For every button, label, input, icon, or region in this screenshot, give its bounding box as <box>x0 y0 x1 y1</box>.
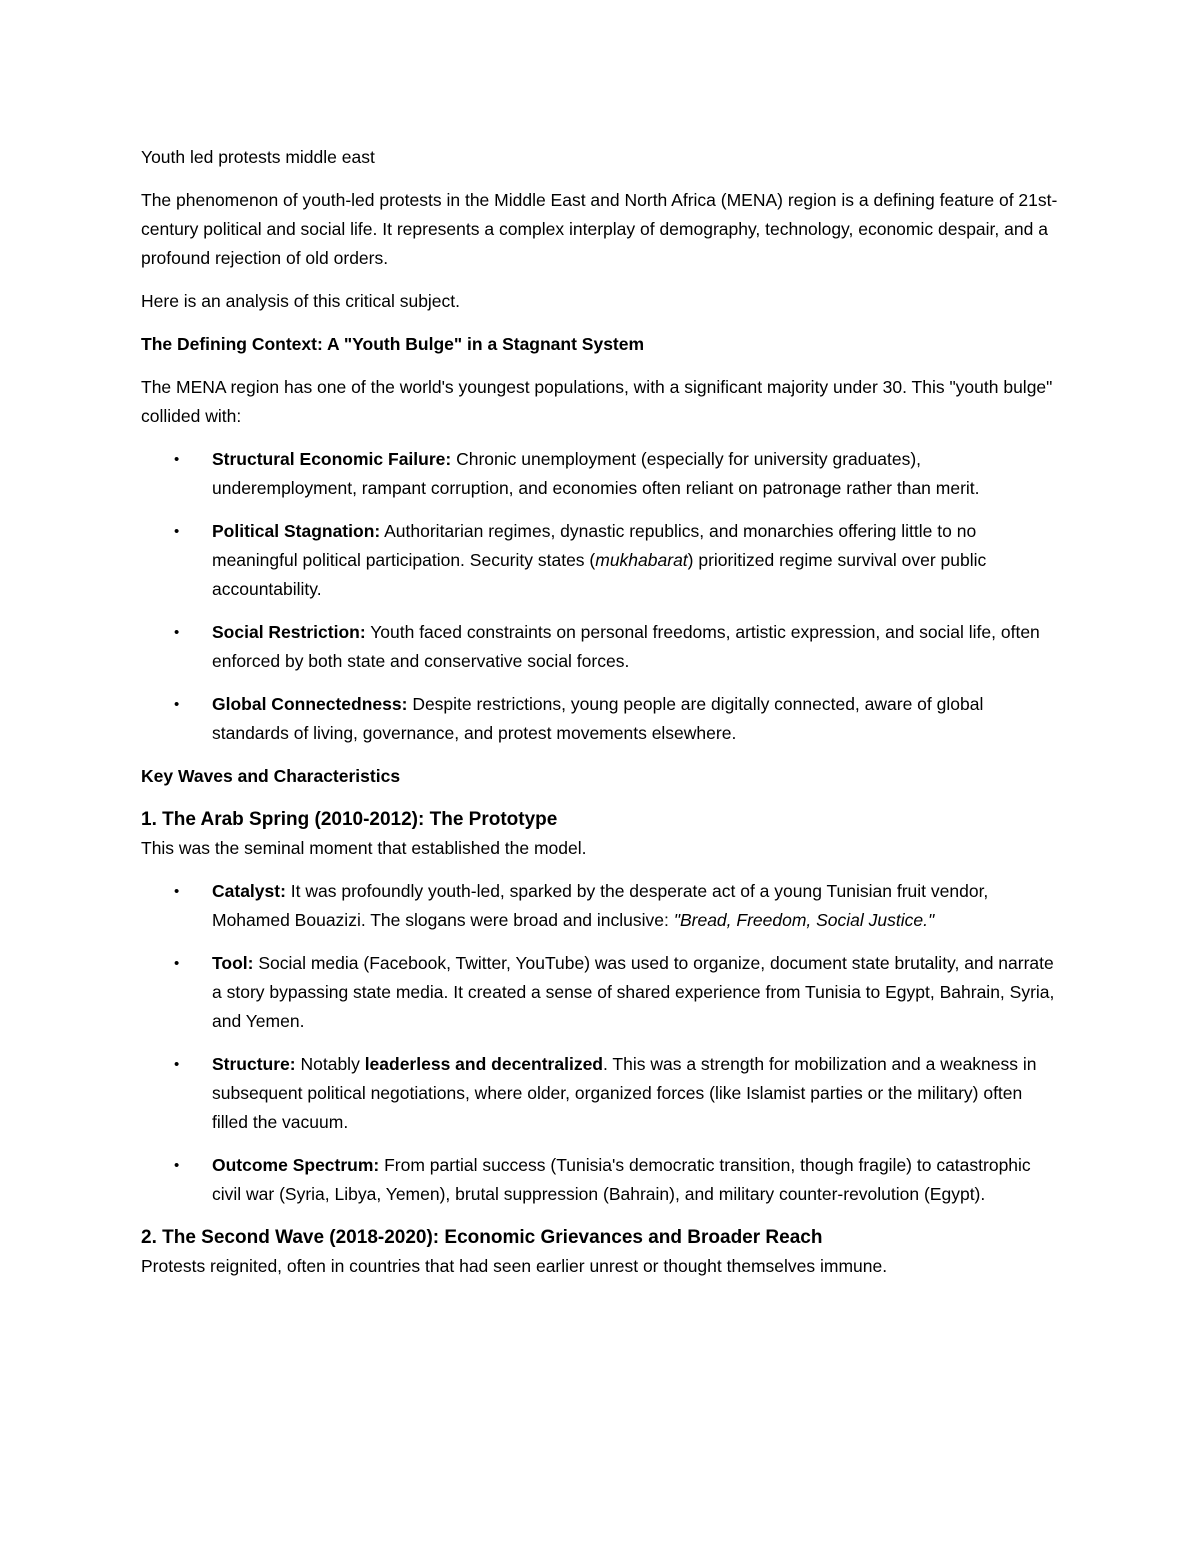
bullet-text: Youth faced constraints on personal freedoms, artistic expression, and social life, often enforced by both state and conservative social forces. <box>212 622 1040 671</box>
bullet-text: It was profoundly youth-led, sparked by the desperate act of a young Tunisian fruit vendor, Mohamed Bouazizi. The slogans were broad and inclusive: <box>212 881 989 930</box>
list-item <box>141 618 1060 676</box>
bullet-text: Despite restrictions, young people are digitally connected, aware of global standards of living, governance, and protest movements elsewhere. <box>212 694 984 743</box>
arab-spring-bullet-list <box>141 877 1060 1209</box>
bullet-text: Social media (Facebook, Twitter, YouTube) was used to organize, document state brutality, and narrate a story bypassing state media. It created a sense of shared experience from Tunisia to Egypt, Bahrain, Syria, and Yemen. <box>212 953 1055 1031</box>
bullet-term: Outcome Spectrum: <box>212 1155 380 1175</box>
arab-spring-intro: This was the seminal moment that established the model. <box>141 838 587 858</box>
list-item <box>141 517 1060 604</box>
bullet-slogan: "Bread, Freedom, Social Justice." <box>673 910 935 930</box>
bullet-icon: • <box>174 883 180 900</box>
second-wave-intro: Protests reignited, often in countries that had seen earlier unrest or thought themselves immune. <box>141 1256 888 1276</box>
list-item <box>141 690 1060 748</box>
list-item <box>141 1050 1060 1137</box>
context-paragraph: The MENA region has one of the world's youngest populations, with a significant majority under 30. This "youth bulge" collided with: <box>141 377 1053 426</box>
document-title: Youth led protests middle east <box>141 147 375 167</box>
bullet-icon: • <box>174 1056 180 1073</box>
context-bullet-list <box>141 445 1060 748</box>
intro-paragraph: The phenomenon of youth-led protests in the Middle East and North Africa (MENA) region is a defining feature of 21st-century political and social life. It represents a complex interplay of demography, technology, economic despair, and a profound rejection of old orders. <box>141 190 1058 268</box>
bullet-text-after: ) prioritized regime survival over public accountability. <box>212 550 987 599</box>
list-item <box>141 877 1060 935</box>
bullet-term: Social Restriction: <box>212 622 366 642</box>
waves-heading: Key Waves and Characteristics <box>141 766 401 786</box>
bullet-text: Chronic unemployment (especially for university graduates), underemployment, rampant corruption, and economies often reliant on patronage rather than merit. <box>212 449 980 498</box>
context-heading: The Defining Context: A "Youth Bulge" in a Stagnant System <box>141 334 645 354</box>
bullet-term: Tool: <box>212 953 254 973</box>
bullet-text-after: . This was a strength for mobilization and a weakness in subsequent political negotiations, where older, organized forces (like Islamist parties or the military) often filled the vacuum. <box>212 1054 1037 1132</box>
list-item <box>141 949 1060 1036</box>
bullet-term: Catalyst: <box>212 881 286 901</box>
bullet-italic-term: mukhabarat <box>595 550 688 570</box>
bullet-icon: • <box>174 624 180 641</box>
bullet-icon: • <box>174 1157 180 1174</box>
bullet-icon: • <box>174 451 180 468</box>
bullet-icon: • <box>174 696 180 713</box>
bullet-icon: • <box>174 523 180 540</box>
bullet-text: From partial success (Tunisia's democratic transition, though fragile) to catastrophic civil war (Syria, Libya, Yemen), brutal suppression (Bahrain), and military counter-revolution (Egypt). <box>212 1155 1031 1204</box>
bullet-emphasis: leaderless and decentralized <box>364 1054 603 1074</box>
bullet-text: Authoritarian regimes, dynastic republics, and monarchies offering little to no meaningful political participation. Security states ( <box>212 521 977 570</box>
bullet-term: Political Stagnation: <box>212 521 381 541</box>
lead-paragraph: Here is an analysis of this critical subject. <box>141 291 461 311</box>
bullet-icon: • <box>174 955 180 972</box>
second-wave-heading: 2. The Second Wave (2018-2020): Economic Grievances and Broader Reach <box>141 1227 823 1248</box>
bullet-text: Notably <box>295 1054 365 1074</box>
bullet-term: Structure: <box>212 1054 296 1074</box>
bullet-term: Global Connectedness: <box>212 694 408 714</box>
bullet-term: Structural Economic Failure: <box>212 449 452 469</box>
list-item <box>141 1151 1060 1209</box>
arab-spring-heading: 1. The Arab Spring (2010-2012): The Prototype <box>141 809 558 830</box>
list-item <box>141 445 1060 503</box>
